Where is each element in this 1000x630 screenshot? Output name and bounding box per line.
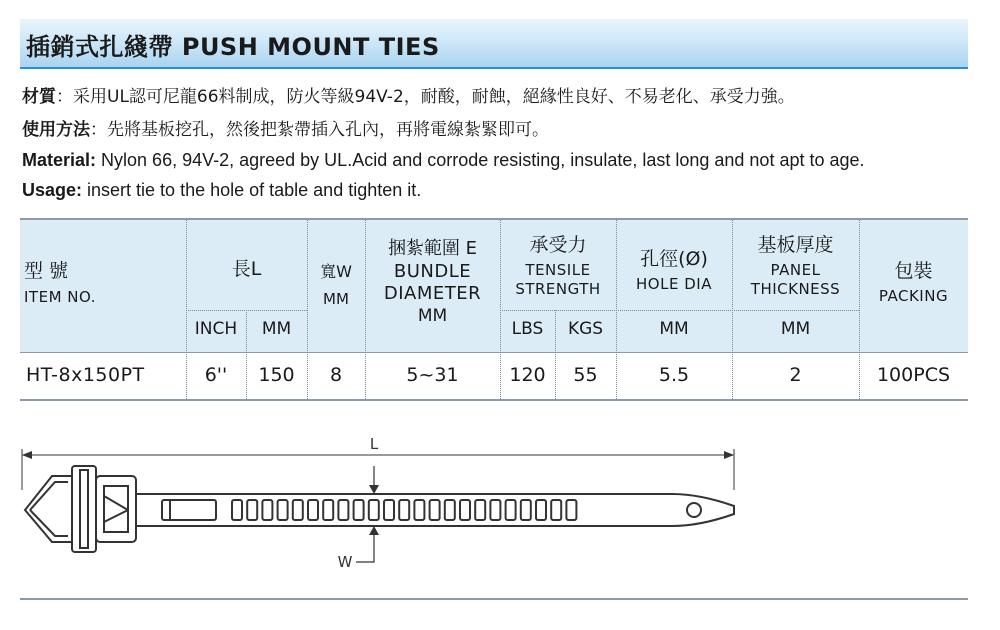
header-bundle-unit: MM (417, 305, 448, 326)
strap-slot (445, 500, 455, 520)
strap-slot (232, 500, 242, 520)
header-item-zh: 型 號 (24, 260, 69, 282)
header-tensile-kgs: KGS (567, 319, 604, 339)
header-tensile-zh: 承受力 (529, 234, 587, 256)
header-width-unit: MM (323, 290, 349, 308)
strap-slot (308, 500, 318, 520)
cell-lbs: 120 (509, 364, 546, 386)
page-title: 插銷式扎綫帶 PUSH MOUNT TIES (26, 33, 440, 61)
strap-slot (338, 500, 348, 520)
strap-slot (430, 500, 440, 520)
zh-material-text: ：采用UL認可尼龍66料制成，防火等級94V-2，耐酸，耐蝕，絕緣性良好、不易老化、承受力強。 (56, 87, 795, 107)
strap-slot (323, 500, 333, 520)
cell-item: HT-8x150PT (26, 364, 145, 386)
header-packing-en: PACKING (878, 286, 949, 305)
strap-slot (414, 500, 424, 520)
cell-inch: 6'' (204, 364, 228, 386)
en-material-text: Nylon 66, 94V-2, agreed by UL.Acid and corrode resisting, insulate, last long and not apt to age. (96, 150, 865, 170)
header-hole-zh: 孔徑(Ø) (640, 248, 708, 270)
header-tensile-en1: TENSILE (525, 260, 591, 279)
header-bundle (365, 238, 500, 327)
strap-slots (232, 500, 576, 520)
header-panel-unit: MM (780, 319, 811, 339)
strap-slot (262, 500, 272, 520)
header-item-en: ITEM NO. (24, 287, 96, 306)
header-hole-unit: MM (659, 319, 689, 339)
zh-material-label: 材質 (22, 87, 56, 107)
strap-slot (278, 500, 288, 520)
strap-slot (475, 500, 485, 520)
header-panel-en1: PANEL (770, 260, 821, 279)
cell-bundle: 5~31 (406, 364, 459, 386)
spec-table (20, 218, 968, 400)
strap-slot (536, 500, 546, 520)
strap-slot (354, 500, 364, 520)
header-hole (616, 248, 732, 294)
cell-packing: 100PCS (876, 364, 951, 386)
header-panel-zh: 基板厚度 (757, 234, 834, 256)
header-tensile (500, 234, 616, 298)
bottom-divider (20, 598, 968, 600)
en-material-line (22, 150, 865, 171)
header-panel-en2: THICKNESS (750, 279, 841, 298)
label-w: W (337, 553, 353, 571)
strap-slot (399, 500, 409, 520)
header-width-zh: 寬W (320, 262, 352, 281)
cell-kgs: 55 (573, 364, 598, 386)
cell-width: 8 (329, 364, 343, 386)
en-usage-text: insert tie to the hole of table and tighten it. (82, 180, 422, 200)
header-item (24, 260, 96, 307)
header-tensile-en2: STRENGTH (515, 279, 601, 298)
strap-slot (460, 500, 470, 520)
header-packing (859, 260, 968, 306)
cell-hole: 5.5 (658, 364, 690, 386)
strap-slot (247, 500, 257, 520)
header-packing-zh: 包裝 (894, 260, 933, 282)
header-length-inch: INCH (194, 319, 238, 339)
header-panel (732, 234, 859, 298)
header-bundle-en2: DIAMETER (383, 283, 482, 304)
header-length: 長L (231, 258, 262, 280)
zh-usage-line (22, 115, 549, 140)
tie-strap (136, 494, 734, 526)
cell-panel: 2 (789, 364, 802, 386)
strap-slot (369, 500, 379, 520)
strap-slot (521, 500, 531, 520)
header-width (307, 262, 365, 309)
header-tensile-lbs: LBS (511, 319, 544, 339)
strap-slot (566, 500, 576, 520)
strap-slot (506, 500, 516, 520)
header-bundle-zh: 捆紮範圍 E (387, 238, 478, 259)
tie-drawing (0, 430, 1000, 630)
en-usage-line (22, 180, 421, 201)
mount-head (25, 466, 136, 552)
strap-slot (384, 500, 394, 520)
strap-slot (490, 500, 500, 520)
header-length-mm: MM (261, 319, 292, 339)
header-bundle-en1: BUNDLE (393, 260, 472, 282)
header-hole-en: HOLE DIA (636, 274, 712, 293)
cell-mm: 150 (258, 364, 295, 386)
zh-material-line (22, 82, 795, 107)
en-material-label: Material: (22, 150, 97, 170)
zh-usage-text: ：先將基板挖孔，然後把紮帶插入孔內，再將電線紮緊即可。 (90, 120, 549, 140)
label-l: L (369, 435, 379, 453)
strap-slot (551, 500, 561, 520)
zh-usage-label: 使用方法 (22, 120, 90, 140)
title-banner (20, 19, 968, 69)
strap-slot (293, 500, 303, 520)
en-usage-label: Usage: (22, 180, 83, 200)
